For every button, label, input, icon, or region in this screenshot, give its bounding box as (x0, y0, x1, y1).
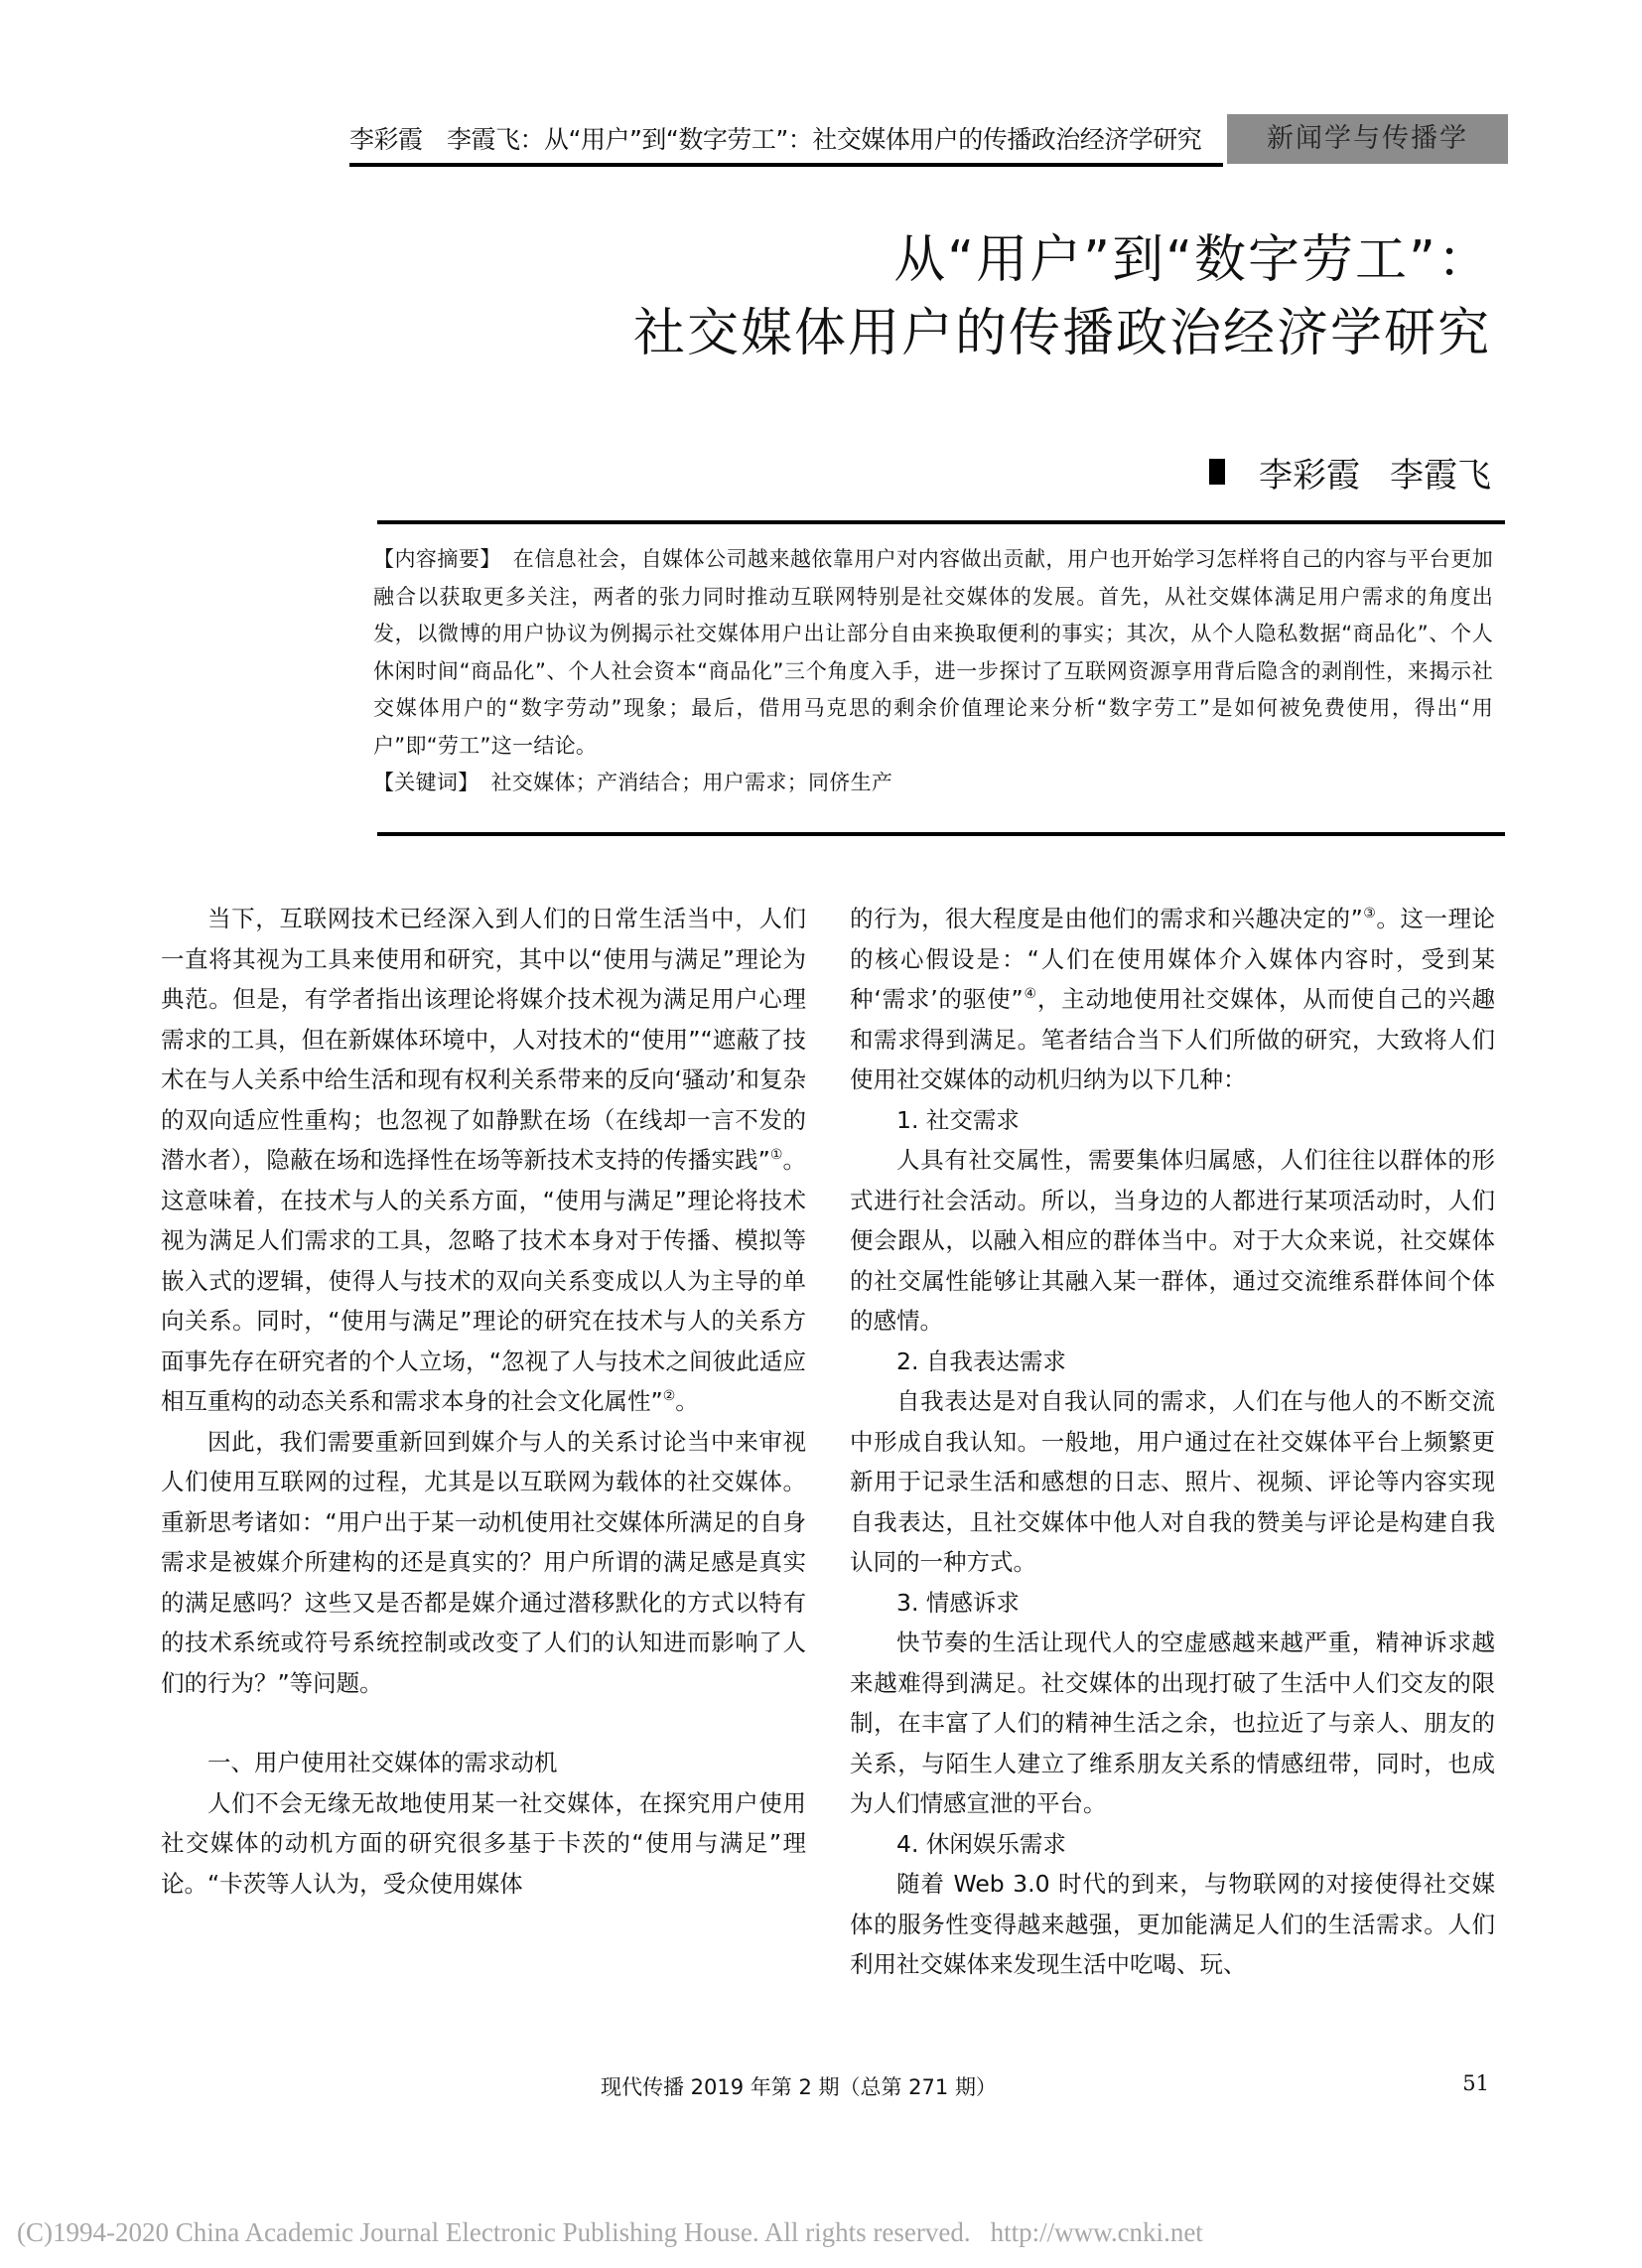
section-heading: 一、用户使用社交媒体的需求动机 (207, 1749, 558, 1776)
copyright-watermark (17, 2217, 1203, 2248)
source-link[interactable]: http://www.cnki.net (990, 2217, 1203, 2247)
page-number: 51 (1462, 2071, 1489, 2095)
abstract-block (373, 541, 1493, 802)
footnote-ref[interactable]: ① (769, 1147, 783, 1164)
abstract-top-rule (377, 520, 1505, 524)
title-line-2: 社交媒体用户的传播政治经济学研究 (632, 304, 1491, 363)
abstract-bottom-rule (377, 832, 1505, 836)
body-paragraph: 人具有社交属性，需要集体归属感，人们往往以群体的形式进行社会活动。所以，当身边的人都进行某项活动时，人们便会跟从，以融入相应的群体当中。对于大众来说，社交媒体的社交属性能够让其融入某一群体，通过交流维系群体间个体的感情。 (850, 1146, 1495, 1335)
footnote-ref[interactable]: ④ (1023, 986, 1037, 1003)
body-paragraph: 自我表达是对自我认同的需求，人们在与他人的不断交流中形成自我认知。一般地，用户通过在社交媒体平台上频繁更新用于记录生活和感想的日志、照片、视频、评论等内容实现自我表达，且社交媒体中他人对自我的赞美与评论是构建自我认同的一种方式。 (850, 1387, 1495, 1576)
body-paragraph: 的行为，很大程度是由他们的需求和兴趣决定的”③。这一理论的核心假设是：“人们在使用媒体介入媒体内容时，受到某种‘需求’的驱使”④，主动地使用社交媒体，从而使自己的兴趣和需求得到满足。笔者结合当下人们所做的研究，大致将人们使用社交媒体的动机归纳为以下几种： (850, 905, 1495, 1093)
body-paragraph: 随着 Web 3.0 时代的到来，与物联网的对接使得社交媒体的服务性变得越来越强，更加能满足人们的生活需求。人们利用社交媒体来发现生活中吃喝、玩、 (850, 1870, 1495, 1978)
abstract-paragraph (373, 541, 1493, 765)
body-column-left (161, 899, 806, 1904)
page-footer (159, 2071, 1489, 2101)
subsection-heading: 3. 情感诉求 (896, 1588, 1020, 1617)
subsection-heading: 2. 自我表达需求 (896, 1347, 1066, 1375)
keywords-paragraph (373, 765, 1493, 802)
author-name: 李霞飞 (1390, 455, 1491, 496)
abstract-label: 【内容摘要】 (373, 547, 501, 571)
abstract-text: 在信息社会，自媒体公司越来越依靠用户对内容做出贡献，用户也开始学习怎样将自己的内容与平台更加融合以获取更多关注，两者的张力同时推动互联网特别是社交媒体的发展。首先，从社交媒体满足用户需求的角度出发，以微博的用户协议为例揭示社交媒体用户出让部分自由来换取便利的事实；其次，从个人隐私数据“商品化”、个人休闲时间“商品化”、个人社会资本“商品化”三个角度入手，进一步探讨了互联网资源享用背后隐含的剥削性，来揭示社交媒体用户的“数字劳动”现象；最后，借用马克思的剩余价值理论来分析“数字劳工”是如何被免费使用，得出“用户”即“劳工”这一结论。 (373, 547, 1493, 758)
keywords-text: 社交媒体；产消结合；用户需求；同侪生产 (490, 771, 893, 794)
title-line-1: 从“用户”到“数字劳工”： (893, 230, 1491, 290)
author-list (1209, 447, 1491, 496)
body-column-right (850, 899, 1495, 1985)
journal-info: 现代传播 2019 年第 2 期（总第 271 期） (601, 2075, 997, 2099)
body-paragraph: 当下，互联网技术已经深入到人们的日常生活当中，人们一直将其视为工具来使用和研究，其中以“使用与满足”理论为典范。但是，有学者指出该理论将媒介技术视为满足用户心理需求的工具，但在新媒体环境中，人对技术的“使用”“遮蔽了技术在与人关系中给生活和现有权利关系带来的反向‘骚动’和复杂的双向适应性重构；也忽视了如静默在场（在线却一言不发的潜水者），隐蔽在场和选择性在场等新技术支持的传播实践”①。这意味着，在技术与人的关系方面，“使用与满足”理论将技术视为满足人们需求的工具，忽略了技术本身对于传播、模拟等嵌入式的逻辑，使得人与技术的双向关系变成以人为主导的单向关系。同时，“使用与满足”理论的研究在技术与人的关系方面事先存在研究者的个人立场，“忽视了人与技术之间彼此适应相互重构的动态关系和需求本身的社会文化属性”②。 (161, 905, 806, 1415)
footnote-ref[interactable]: ③ (1362, 906, 1377, 922)
subsection-heading: 1. 社交需求 (896, 1105, 1020, 1134)
footnote-ref[interactable]: ② (662, 1388, 676, 1405)
section-badge: 新闻学与传播学 (1227, 114, 1508, 164)
keywords-label: 【关键词】 (373, 771, 479, 794)
running-head: 李彩霞 李霞飞：从“用户”到“数字劳工”：社交媒体用户的传播政治经济学研究 (349, 117, 1223, 167)
article-title (633, 223, 1491, 370)
body-paragraph: 快节奏的生活让现代人的空虚感越来越严重，精神诉求越来越难得到满足。社交媒体的出现打破了生活中人们交友的限制，在丰富了人们的精神生活之余，也拉近了与亲人、朋友的关系，与陌生人建立了维系朋友关系的情感纽带，同时，也成为人们情感宣泄的平台。 (850, 1629, 1495, 1817)
square-bullet-icon (1209, 459, 1225, 485)
copyright-text: (C)1994-2020 China Academic Journal Electronic Publishing House. All rights reserved. (17, 2217, 971, 2247)
author-name: 李彩霞 (1259, 455, 1360, 496)
body-paragraph: 人们不会无缘无故地使用某一社交媒体，在探究用户使用社交媒体的动机方面的研究很多基于卡茨的“使用与满足”理论。“卡茨等人认为，受众使用媒体 (161, 1788, 806, 1898)
body-paragraph: 因此，我们需要重新回到媒介与人的关系讨论当中来审视人们使用互联网的过程，尤其是以互联网为载体的社交媒体。重新思考诸如：“用户出于某一动机使用社交媒体所满足的自身需求是被媒介所建构的还是真实的？用户所谓的满足感是真实的满足感吗？这些又是否都是媒介通过潜移默化的方式以特有的技术系统或符号系统控制或改变了人们的认知进而影响了人们的行为？”等问题。 (161, 1427, 806, 1697)
subsection-heading: 4. 休闲娱乐需求 (896, 1829, 1066, 1858)
